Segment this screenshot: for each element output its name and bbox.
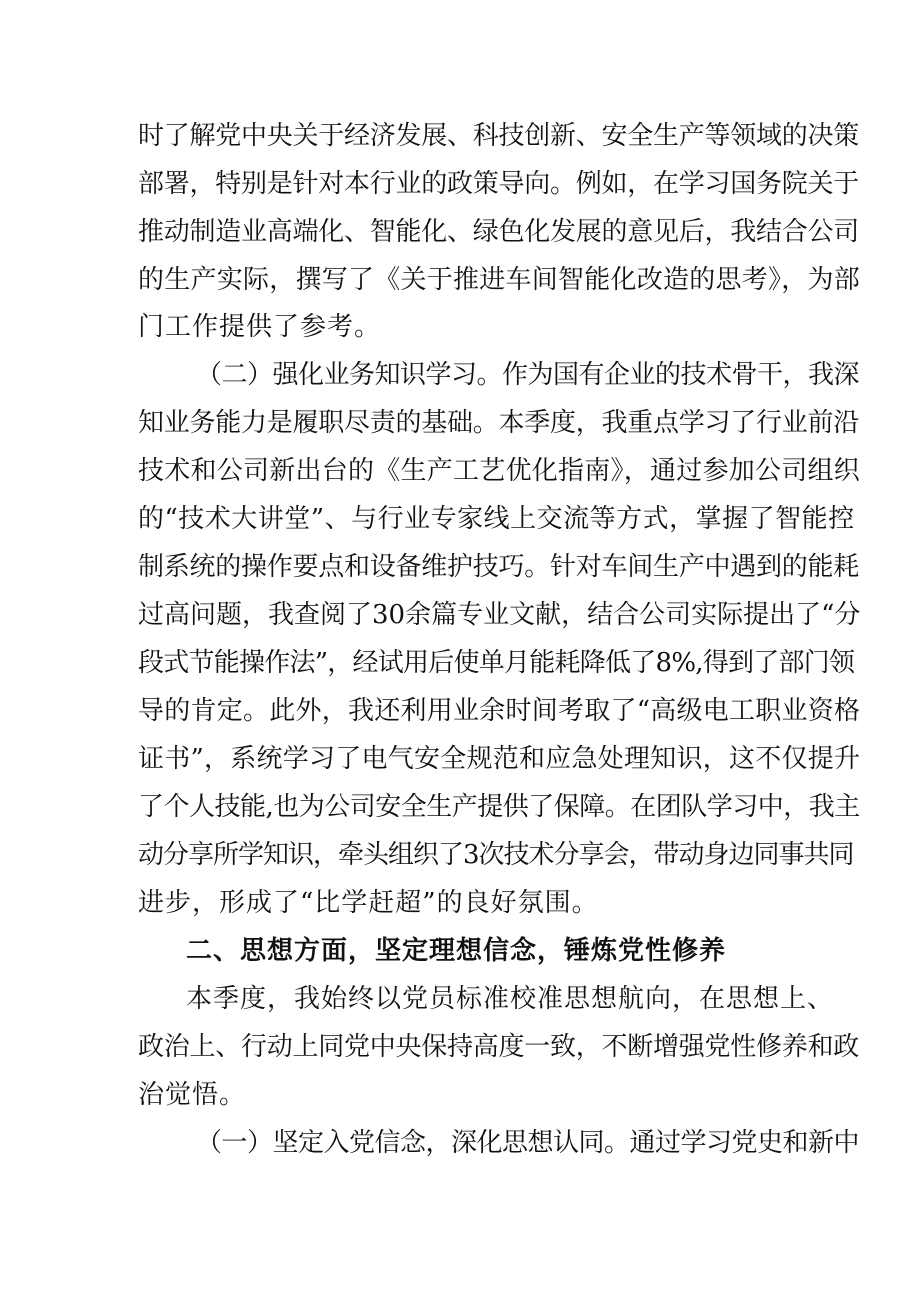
text-line: 技术和公司新出台的《生产工艺优化指南》，通过参加公司组织 (138, 456, 861, 486)
text-line: 的“技术大讲堂”、与行业专家线上交流等方式，掌握了智能控 (138, 504, 855, 534)
text-line: 知业务能力是履职尽责的基础。本季度，我重点学习了行业前沿 (138, 408, 860, 438)
text-line: 的生产实际，撰写了《关于推进车间智能化改造的思考》，为部 (138, 265, 861, 295)
text-line: 门工作提供了参考。 (138, 312, 382, 342)
text-line: （二）强化业务知识学习。作为国有企业的技术骨干，我深 (196, 360, 860, 390)
text-line: 本季度，我始终以党员标准校准思想航向，在思想上、 (186, 984, 835, 1014)
text-line: 部署，特别是针对本行业的政策导向。例如，在学习国务院关于 (138, 169, 860, 199)
text-line: 动分享所学知识，牵头组织了3次技术分享会，带动身边同事共同 (138, 840, 854, 870)
text-line: 制系统的操作要点和设备维护技巧。针对车间生产中遇到的能耗 (138, 552, 860, 582)
text-line: 进步，形成了“比学赶超”的良好氛围。 (138, 888, 599, 918)
text-line: 段式节能操作法”，经试用后使单月能耗降低了8%,得到了部门领 (138, 648, 855, 678)
text-line: 证书”，系统学习了电气安全规范和应急处理知识，这不仅提升 (138, 744, 861, 774)
section-heading: 二、思想方面，坚定理想信念，锤炼党性修养 (186, 936, 727, 966)
text-line: 过高问题，我查阅了30余篇专业文献，结合公司实际提出了“分 (138, 600, 861, 630)
text-line: 导的肯定。此外，我还利用业余时间考取了“高级电工职业资格 (138, 696, 861, 726)
text-line: （一）坚定入党信念，深化思想认同。通过学习党史和新中 (196, 1128, 860, 1158)
text-line: 了个人技能,也为公司安全生产提供了保障。在团队学习中，我主 (138, 792, 860, 822)
text-line: 治觉悟。 (138, 1080, 247, 1110)
text-line: 政治上、行动上同党中央保持高度一致，不断增强党性修养和政 (138, 1032, 860, 1062)
text-line: 推动制造业高端化、智能化、绿色化发展的意见后，我结合公司 (138, 217, 860, 247)
text-line: 时了解党中央关于经济发展、科技创新、安全生产等领域的决策 (138, 121, 860, 151)
